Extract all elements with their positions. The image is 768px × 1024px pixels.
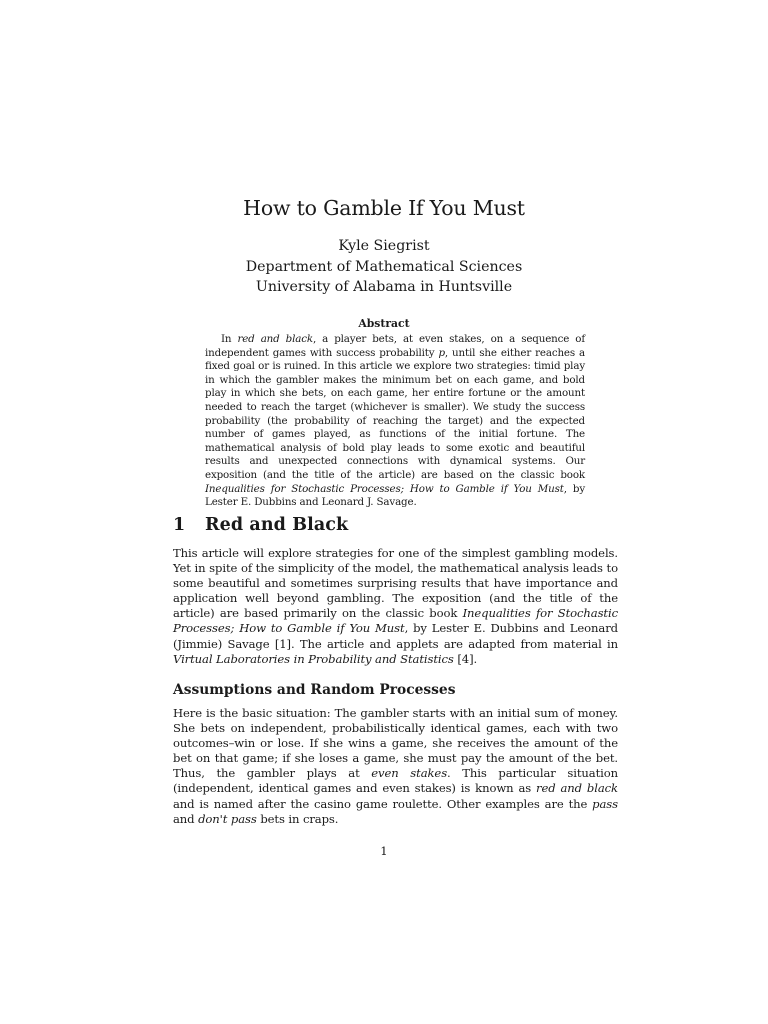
author-university: University of Alabama in Huntsville	[255, 279, 513, 295]
body-paragraph	[173, 546, 618, 667]
emphasis: pass	[592, 796, 618, 811]
book-title: Inequalities for Stochastic Processes; How to Gamble if You Must	[173, 606, 618, 636]
paper-title: How to Gamble If You Must	[243, 196, 525, 220]
paragraph-text: , by Lester E. Dubbins and Leonard (Jimmie) Savage [1]. The article and applets are adapted from material in	[173, 621, 618, 651]
author-department: Department of Mathematical Sciences	[245, 258, 523, 275]
section-title: Red and Black	[205, 515, 349, 535]
paragraph-text: bets in craps.	[256, 811, 339, 826]
abstract-text: In	[221, 333, 238, 345]
abstract-emphasis: p	[438, 346, 445, 359]
paragraph-text: and	[173, 811, 199, 826]
paragraph-text: This article will explore strategies for one of the simplest gambling models. Yet in spite of the simplicity of the model, the mathematical analysis leads to some beautiful and sometimes surprising results that have importance and application well beyond gambling. The exposition (and the title of the article) are based primarily on the classic book	[173, 546, 618, 621]
emphasis: red and black	[536, 781, 618, 796]
paragraph-text: and is named after the casino game roulette. Other examples are the	[173, 796, 593, 811]
abstract-emphasis: red and black	[237, 333, 313, 345]
body-paragraph	[173, 706, 618, 827]
section-heading	[173, 515, 348, 535]
abstract-body	[205, 333, 585, 510]
book-title: Virtual Laboratories in Probability and Statistics	[173, 651, 454, 666]
paragraph-text: . This particular situation (independent, identical games and even stakes) is known as	[173, 766, 618, 796]
paragraph-text: Here is the basic situation: The gambler starts with an initial sum of money. She bets on independent, probabilistically identical games, each with two outcomes–win or lose. If she wins a game, she receives the amount of the bet on that game; if she loses a game, she must pay the amount of the bet. Thus, the gambler plays at	[173, 706, 618, 781]
section-number: 1	[173, 515, 186, 535]
abstract-text: , by Lester E. Dubbins and Leonard J. Savage.	[205, 482, 586, 509]
abstract-heading: Abstract	[358, 317, 410, 330]
emphasis: even stakes	[371, 766, 448, 781]
abstract-text: , until she either reaches a fixed goal or is ruined. In this article we explore two strategies: timid play in which the gambler makes the minimum bet on each game, and bold play in which she bets, on each game, her entire fortune or the amount needed to reach the target (whichever is smaller). We study the success probability (the probability of reaching the target) and the expected number of games played, as functions of the initial fortune. The mathematical analysis of bold play leads to some exotic and beautiful results and unexpected connections with dynamical systems. Our exposition (and the title of the article) are based on the classic book	[205, 346, 585, 481]
abstract-text: , a player bets, at even stakes, on a sequence of independent games with success probability	[205, 333, 585, 359]
paragraph-text: [4].	[453, 651, 478, 666]
page-number: 1	[380, 844, 388, 858]
emphasis: don't pass	[198, 811, 257, 826]
abstract-book-title: Inequalities for Stochastic Processes; How to Gamble if You Must	[205, 482, 564, 495]
author-name: Kyle Siegrist	[338, 238, 430, 254]
subsection-heading: Assumptions and Random Processes	[173, 682, 456, 698]
author-block	[0, 236, 768, 298]
